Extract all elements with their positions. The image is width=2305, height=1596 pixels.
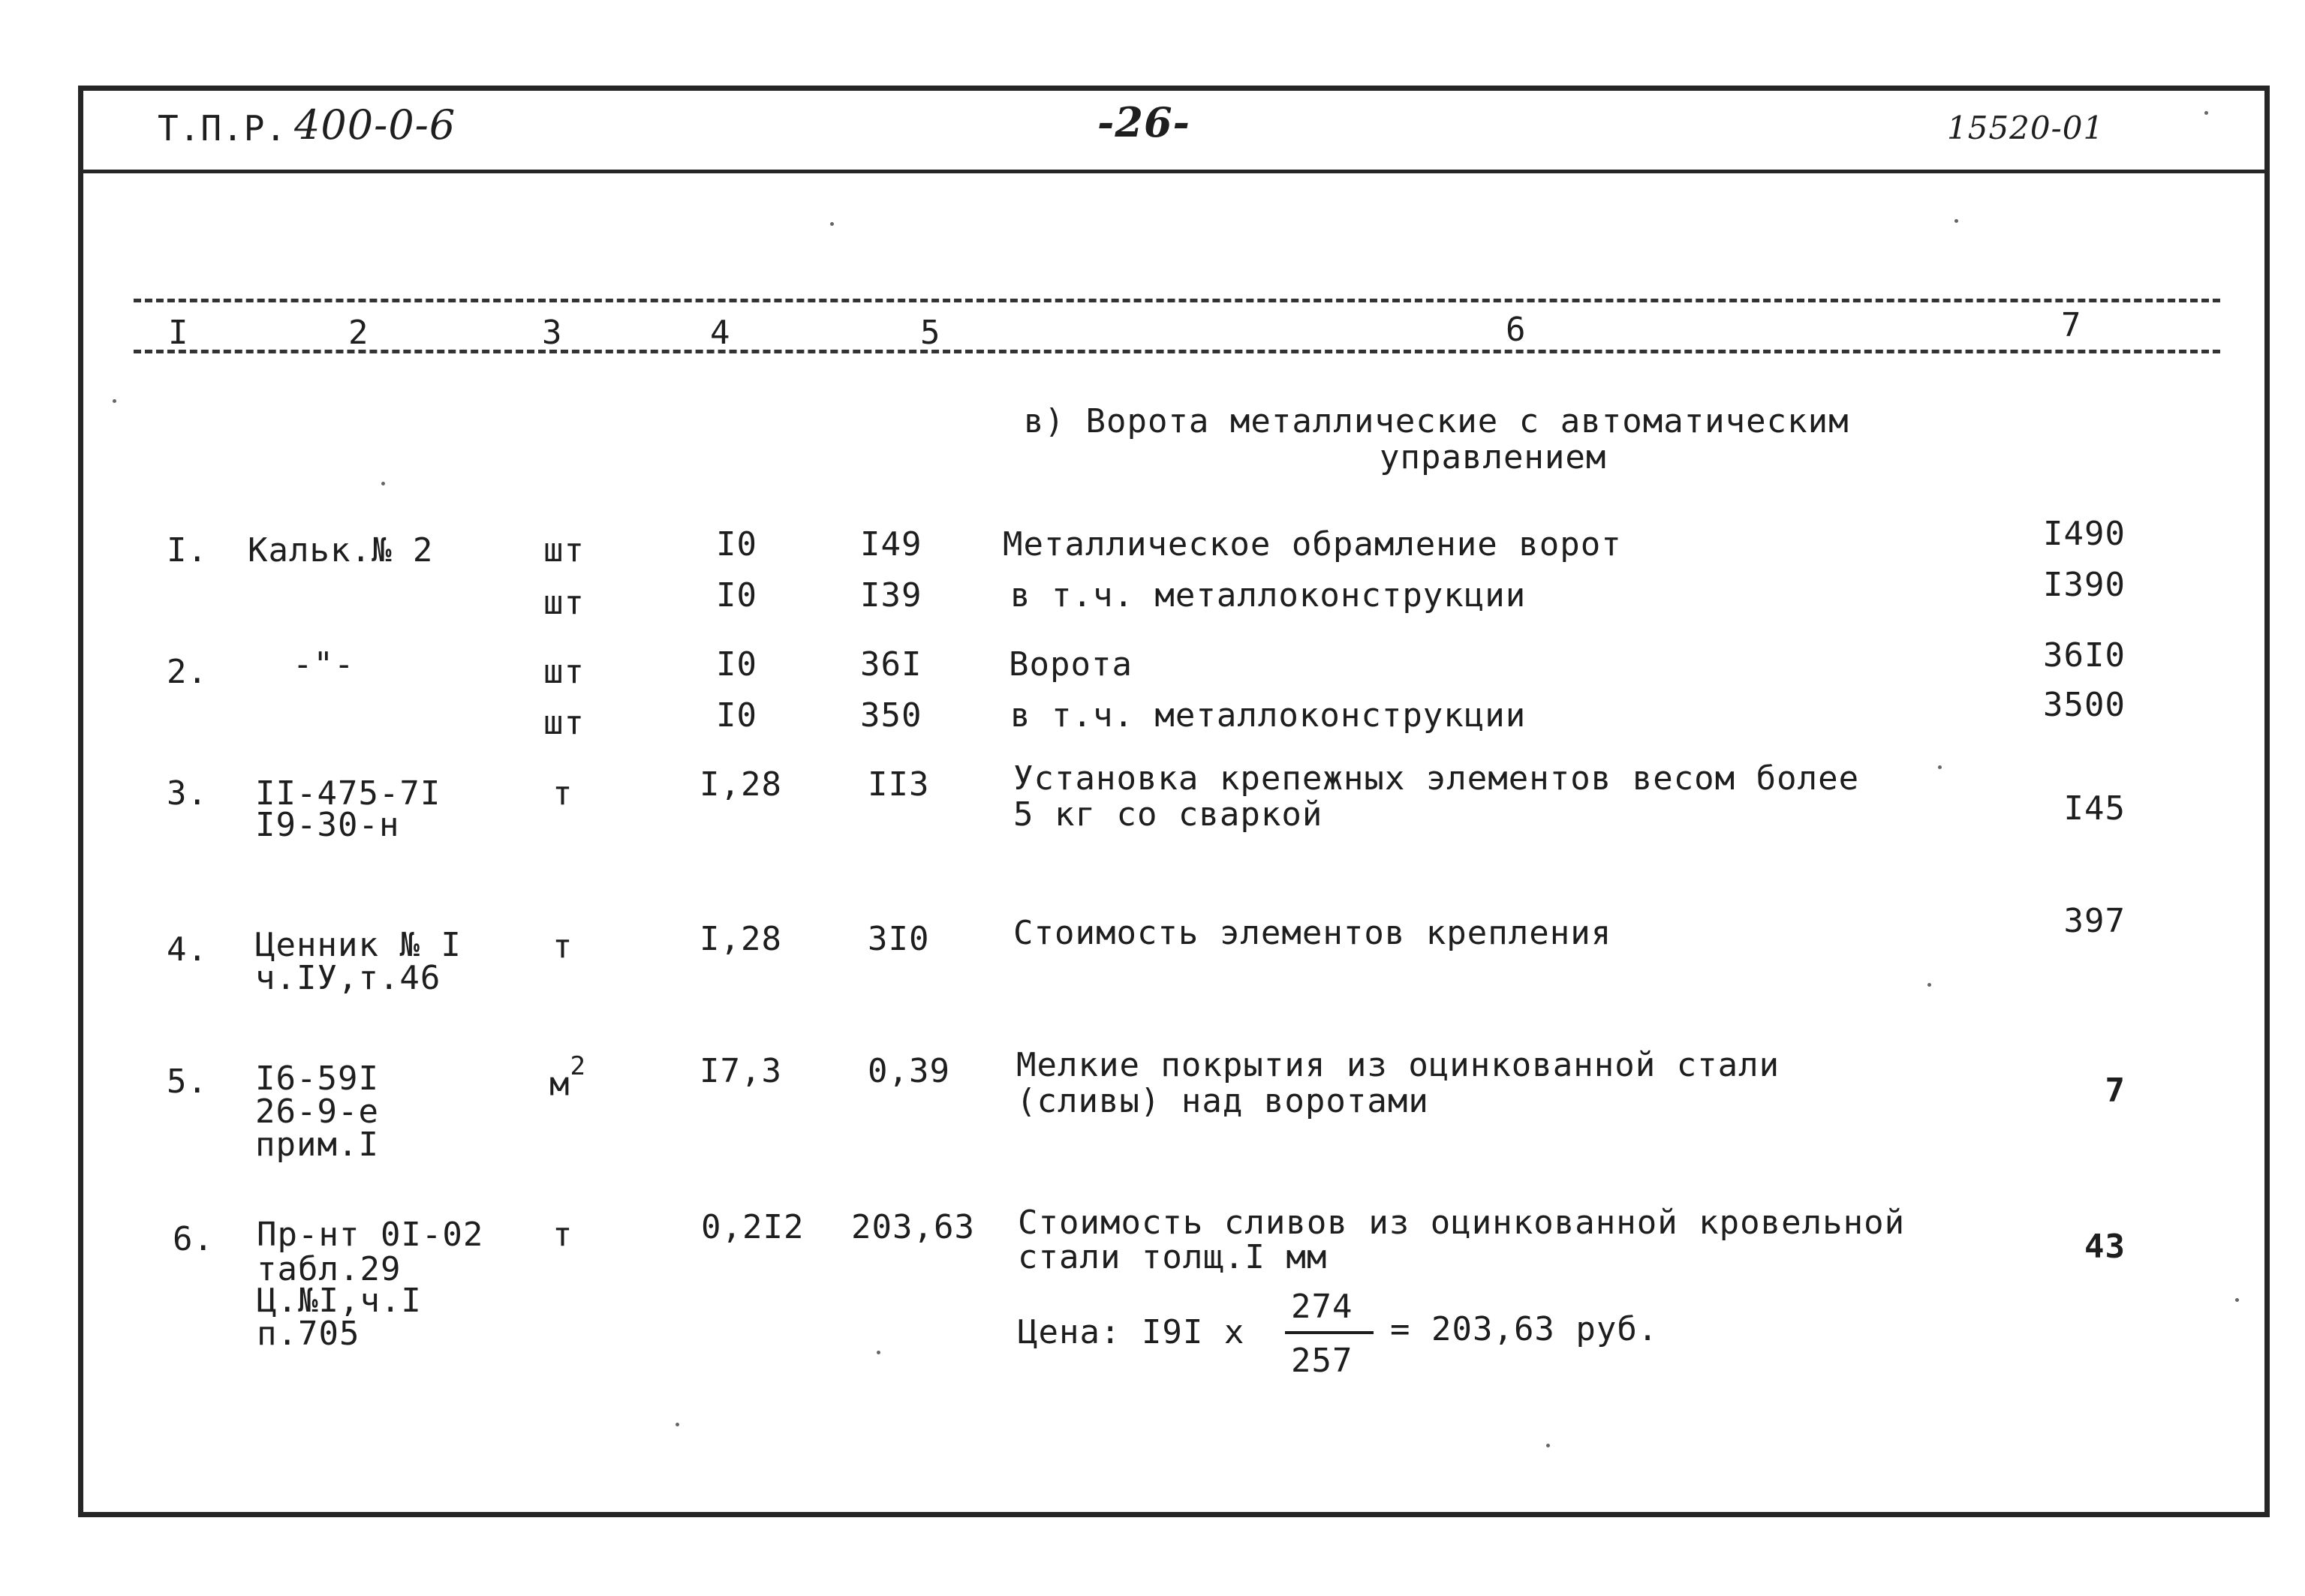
header-divider (78, 170, 2270, 173)
row-5-unit (549, 1051, 586, 1104)
column-number-6: 6 (1506, 311, 1527, 349)
scan-speck (830, 222, 834, 226)
row-6-code-line3: Ц.№I,ч.I (257, 1282, 422, 1320)
column-number-7: 7 (2061, 306, 2082, 344)
row-6-total: 43 (2084, 1228, 2126, 1266)
row-1-unit: шт (543, 531, 585, 570)
scan-speck (1954, 219, 1958, 223)
column-number-1: I (168, 314, 189, 352)
row-2-qty: I0 (716, 645, 757, 684)
row-2-number: 2. (167, 653, 208, 691)
scan-speck (381, 482, 385, 485)
scan-speck (877, 1351, 880, 1354)
row-4-code-line1: Ценник № I (255, 926, 462, 964)
row-1-number: I. (167, 531, 208, 570)
row-1-sub-unit: шт (543, 584, 585, 622)
row-2-unit: шт (543, 653, 585, 691)
row-6-unit: т (552, 1216, 573, 1254)
row-3-description-line1: Установка крепежных элементов весом более (1013, 759, 1860, 798)
row-6-code-line1: Пр-нт 0I-02 (257, 1216, 484, 1254)
row-1-sub-price: I39 (860, 576, 922, 615)
row-3-price: II3 (868, 765, 930, 804)
row-5-code-line1: I6-59I (255, 1059, 379, 1098)
row-4-number: 4. (167, 930, 208, 969)
row-5-price: 0,39 (868, 1052, 950, 1090)
price-formula-label: Цена: I9I х (1018, 1313, 1245, 1351)
row-4-code-line2: ч.IУ,т.46 (255, 959, 441, 997)
price-formula-numerator: 274 (1291, 1288, 1353, 1326)
row-2-sub-price: 350 (860, 696, 922, 735)
row-3-unit: т (552, 774, 573, 813)
scan-speck (113, 399, 116, 403)
album-code: 15520-01 (1947, 110, 2105, 146)
row-2-sub-qty: I0 (716, 696, 757, 735)
price-formula-fraction-bar (1285, 1331, 1374, 1334)
row-5-description-line2: (сливы) над воротами (1016, 1082, 1429, 1120)
row-3-code-line1: II-475-7I (255, 774, 441, 813)
column-strip-top-rule (134, 299, 2220, 302)
row-1-price: I49 (860, 525, 922, 564)
row-4-qty: I,28 (700, 920, 782, 958)
row-6-description-line1: Стоимость сливов из оцинкованной кровельной (1018, 1204, 1906, 1242)
page-number: -26- (1097, 98, 1190, 146)
doc-prefix: Т.П.Р. (158, 108, 287, 149)
row-3-total: I45 (2063, 789, 2126, 828)
scan-speck (1546, 1444, 1550, 1447)
row-2-price: 36I (860, 645, 922, 684)
scan-speck (676, 1423, 679, 1426)
row-5-description-line1: Мелкие покрытия из оцинкованной стали (1016, 1046, 1780, 1084)
row-2-sub-total: 3500 (2043, 686, 2126, 724)
row-6-number: 6. (173, 1220, 214, 1258)
row-4-price: 3I0 (868, 920, 930, 958)
scan-speck (2235, 1298, 2239, 1302)
row-3-code-line2: I9-30-н (255, 806, 400, 844)
column-number-2: 2 (348, 314, 369, 352)
row-6-qty: 0,2I2 (701, 1208, 805, 1246)
row-4-unit: т (552, 927, 573, 966)
row-1-code: Кальк.№ 2 (248, 531, 434, 570)
row-5-code-line2: 26-9-е (255, 1093, 379, 1131)
row-1-sub-total: I390 (2043, 566, 2126, 604)
row-5-unit-base: м (549, 1065, 570, 1104)
scan-speck (1938, 765, 1942, 769)
row-2-total: 36I0 (2043, 636, 2126, 675)
row-6-description-line2: стали толщ.I мм (1018, 1238, 1328, 1276)
row-1-description: Металлическое обрамление ворот (1003, 525, 1622, 564)
row-2-sub-unit: шт (543, 704, 585, 742)
row-3-qty: I,28 (700, 765, 782, 804)
row-5-number: 5. (167, 1062, 208, 1101)
row-6-price: 203,63 (851, 1208, 975, 1246)
column-number-3: 3 (542, 314, 563, 352)
section-title-line2: управлением (1380, 438, 1607, 476)
row-4-total: 397 (2063, 902, 2126, 940)
row-1-sub-qty: I0 (716, 576, 757, 615)
scan-speck (1927, 983, 1931, 987)
column-strip-bottom-rule (134, 350, 2220, 353)
column-number-5: 5 (920, 314, 941, 352)
row-2-description: Ворота (1009, 645, 1133, 684)
row-4-description: Стоимость элементов крепления (1013, 914, 1612, 952)
row-1-total: I490 (2043, 515, 2126, 553)
row-1-sub-description: в т.ч. металлоконструкции (1010, 576, 1527, 615)
row-6-code-line4: п.705 (257, 1315, 360, 1353)
scan-speck (2204, 111, 2208, 115)
row-2-code: -"- (293, 645, 355, 684)
column-number-4: 4 (710, 314, 731, 352)
row-1-qty: I0 (716, 525, 757, 564)
row-5-unit-exponent: 2 (570, 1051, 586, 1081)
row-6-code-line2: табл.29 (257, 1250, 402, 1288)
row-5-code-line3: прим.I (255, 1126, 379, 1164)
price-formula-result: = 203,63 руб. (1390, 1310, 1659, 1348)
row-3-description-line2: 5 кг со сваркой (1013, 795, 1323, 834)
row-2-sub-description: в т.ч. металлоконструкции (1010, 696, 1527, 735)
section-title-line1: в) Ворота металлические с автоматическим (1024, 402, 1849, 440)
row-3-number: 3. (167, 774, 208, 813)
row-5-total: 7 (2105, 1072, 2126, 1110)
row-5-qty: I7,3 (700, 1052, 782, 1090)
doc-number: 400-0-6 (294, 101, 456, 149)
price-formula-denominator: 257 (1291, 1342, 1353, 1380)
